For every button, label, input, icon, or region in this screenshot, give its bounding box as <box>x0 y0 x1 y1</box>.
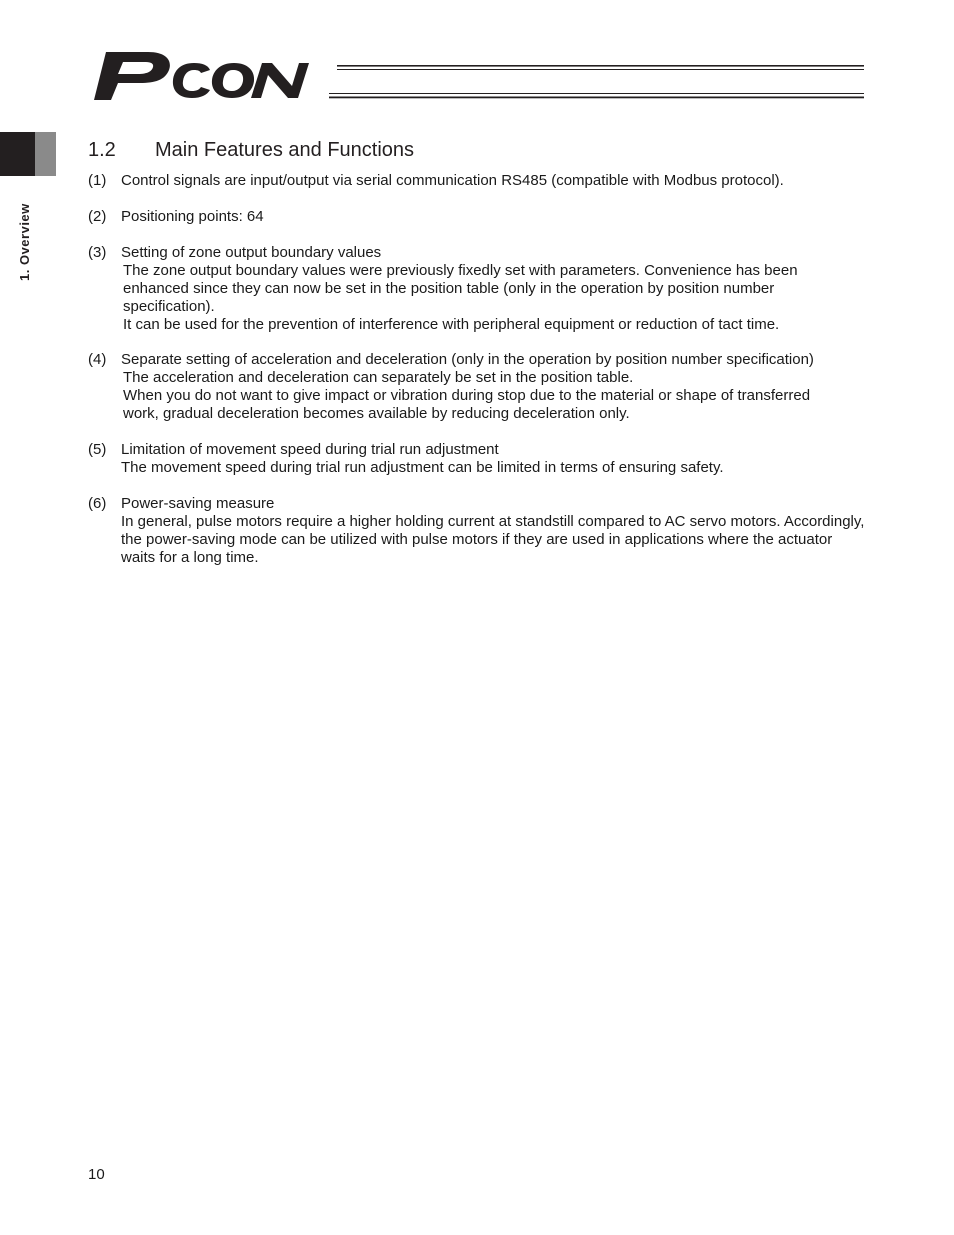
item-marker: (4) <box>88 351 107 368</box>
feature-item-3 <box>88 244 878 334</box>
item-body-paragraph: The movement speed during trial run adjustment can be limited in terms of ensuring safety. <box>121 459 724 476</box>
item-marker: (3) <box>88 244 107 261</box>
item-heading: Limitation of movement speed during trial run adjustment <box>121 441 499 458</box>
section-title: Main Features and Functions <box>155 139 415 161</box>
feature-item-1 <box>88 172 878 190</box>
chapter-side-label: 1. Overview <box>17 203 32 281</box>
item-heading: Control signals are input/output via serial communication RS485 (compatible with Modbus protocol). <box>121 172 784 189</box>
pcon-logo <box>92 50 332 102</box>
page-number: 10 <box>88 1166 105 1183</box>
item-marker: (2) <box>88 208 107 225</box>
feature-item-6 <box>88 495 878 567</box>
chapter-tab-marker <box>0 132 35 176</box>
chapter-tab-shade <box>35 132 56 176</box>
section-heading <box>88 139 414 162</box>
item-body-paragraph: The acceleration and deceleration can separately be set in the position table. <box>123 369 634 386</box>
item-heading: Separate setting of acceleration and deceleration (only in the operation by position number specification) <box>121 351 814 368</box>
item-marker: (6) <box>88 495 107 512</box>
item-heading: Positioning points: 64 <box>121 208 264 225</box>
item-marker: (1) <box>88 172 107 189</box>
item-body-paragraph: In general, pulse motors require a higher holding current at standstill compared to AC servo motors. Accordingly, the power-saving mode can be utilized with pulse motors if they are used in applications where the actuator waits for a long time. <box>121 513 865 566</box>
item-heading: Setting of zone output boundary values <box>121 244 382 261</box>
item-body-paragraph: It can be used for the prevention of interference with peripheral equipment or reduction of tact time. <box>123 316 780 333</box>
feature-item-5 <box>88 441 878 477</box>
item-marker: (5) <box>88 441 107 458</box>
section-number: 1.2 <box>88 139 116 161</box>
item-body-paragraph: The zone output boundary values were previously fixedly set with parameters. Convenience has been enhanced since they can now be set in the position table (only in the operation by position number specification). <box>123 262 798 315</box>
item-body-paragraph: When you do not want to give impact or vibration during stop due to the material or shape of transferred work, gradual deceleration becomes available by reducing deceleration only. <box>123 387 811 422</box>
feature-item-4 <box>88 351 878 423</box>
item-heading: Power-saving measure <box>121 495 275 512</box>
header-rule <box>329 64 864 100</box>
feature-item-2 <box>88 208 878 226</box>
